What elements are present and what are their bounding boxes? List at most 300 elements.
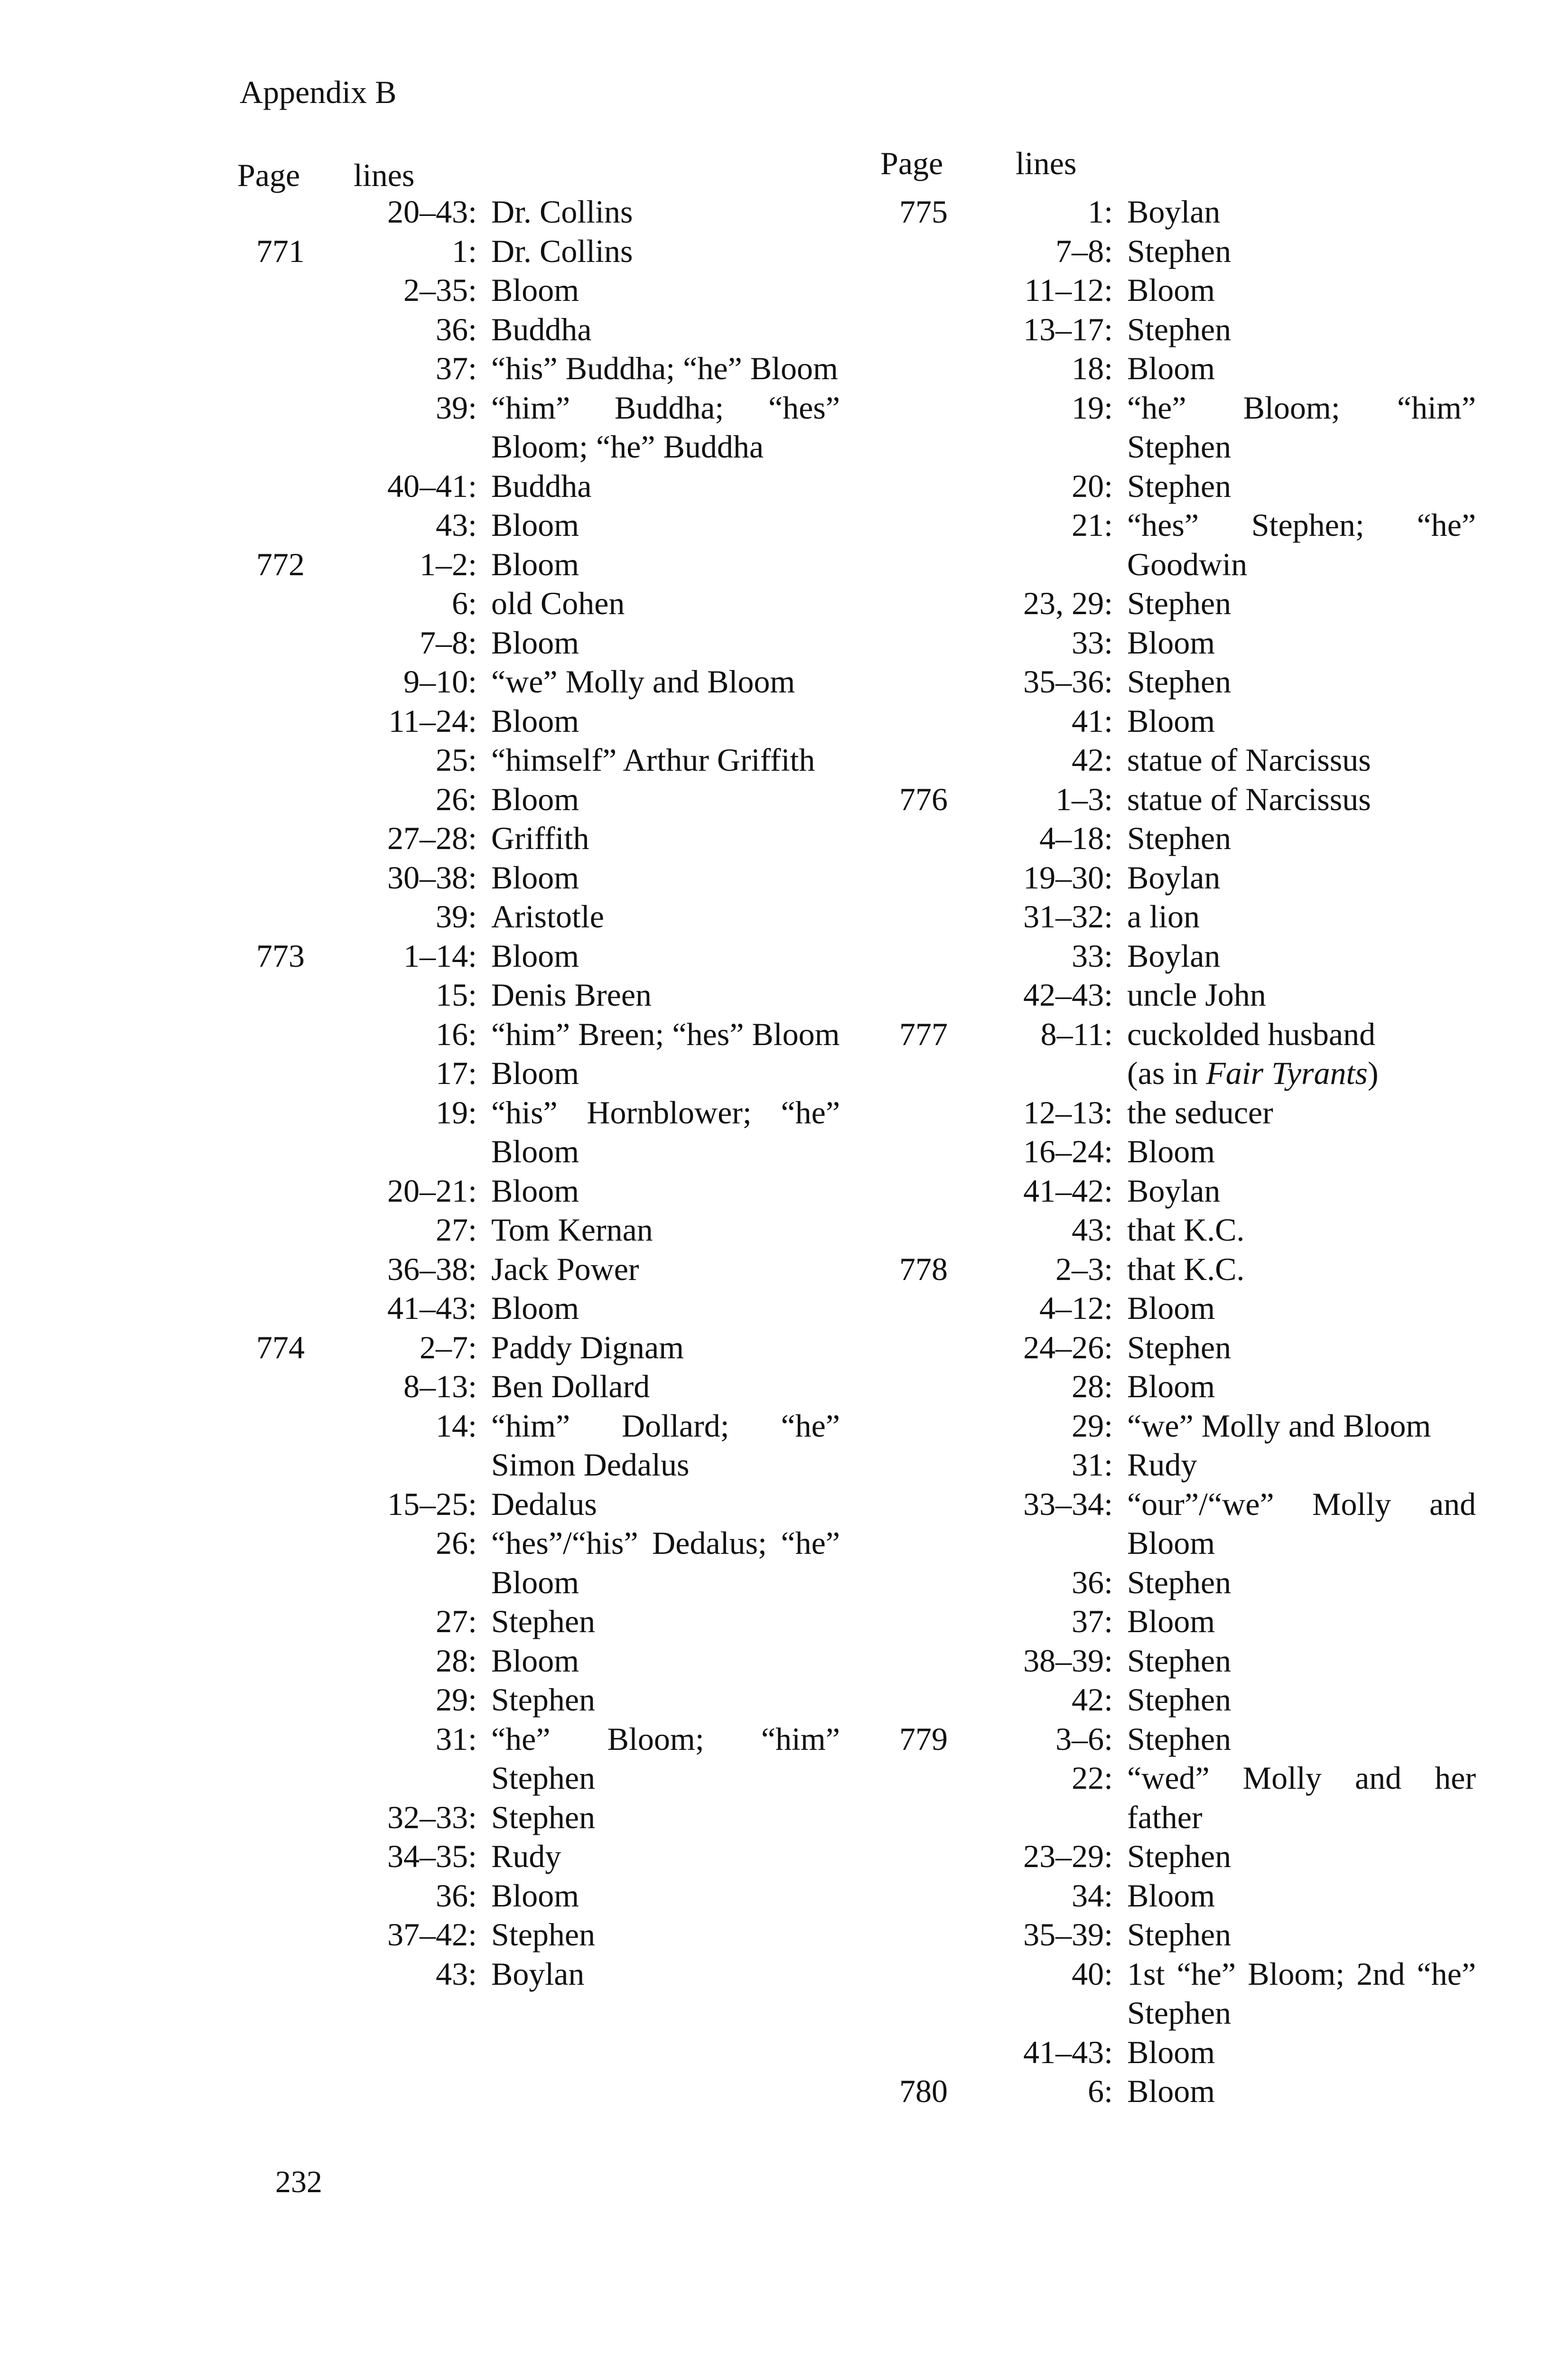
entry-line-range: 22: [1072, 1760, 1113, 1796]
entry-line-range: 43: [1072, 1212, 1113, 1248]
entry-referent [1127, 388, 1476, 467]
entry-referent-text: Dr. Collins [491, 233, 633, 269]
entry-referent-text: Bloom [1127, 2073, 1215, 2109]
entry-referent [1127, 780, 1476, 819]
entry-referent [1127, 584, 1476, 623]
entry-referent-text: Boylan [1127, 1172, 1221, 1209]
entry-referent-text: “he” Bloom; “him” Stephen [491, 1720, 840, 1796]
index-entry [880, 349, 1497, 388]
entry-referent [491, 1250, 840, 1289]
entry-referent [1127, 1837, 1476, 1876]
entry-line-range: 33–34: [1023, 1485, 1113, 1522]
entry-referent-text: Bloom [1127, 702, 1215, 739]
index-entry [880, 623, 1497, 663]
index-entry [880, 1406, 1497, 1446]
entry-line-range: 42: [1072, 742, 1113, 778]
entry-line-range: 41–42: [1023, 1172, 1113, 1209]
index-column-right [880, 145, 1497, 2111]
entry-referent-text: Ben Dollard [491, 1368, 650, 1404]
entry-line-range: 37: [1072, 1603, 1113, 1639]
entry-referent [491, 1054, 840, 1093]
index-entry [237, 1641, 854, 1681]
lines-column-label: lines [1016, 145, 1077, 181]
entry-referent-text: Bloom [491, 937, 579, 974]
index-entry [880, 505, 1497, 584]
entry-line-range: 36: [1072, 1564, 1113, 1600]
entry-referent [1127, 1954, 1476, 2033]
entry-page-number: 772 [256, 546, 305, 582]
entry-referent [491, 740, 840, 780]
entry-referent [491, 505, 840, 545]
entry-referent [491, 1719, 840, 1798]
entry-referent [1127, 467, 1476, 506]
entry-referent-title: Fair Tyrants [1206, 1055, 1368, 1091]
index-entry [237, 1171, 854, 1211]
entry-referent-text: Rudy [1127, 1447, 1197, 1483]
entry-page-number: 779 [899, 1720, 948, 1757]
index-entry [237, 701, 854, 741]
entry-line-range: 41–43: [387, 1290, 477, 1326]
entry-referent-text: Boylan [491, 1955, 585, 1992]
entry-line-range: 29: [436, 1682, 477, 1718]
index-entry [880, 780, 1497, 819]
entry-line-range: 20–43: [387, 194, 477, 230]
entry-referent [1127, 819, 1476, 858]
entry-referent-text: Bloom [491, 859, 579, 896]
entry-line-range: 38–39: [1023, 1642, 1113, 1679]
entry-line-range: 37: [436, 350, 477, 386]
entry-referent [1127, 1210, 1476, 1250]
entry-line-range: 28: [436, 1642, 477, 1679]
entry-page-number: 776 [899, 781, 948, 817]
entry-referent-text: “him” Dollard; “he” Simon Dedalus [491, 1407, 840, 1483]
entry-referent-text: that K.C. [1127, 1212, 1245, 1248]
entry-line-range: 26: [436, 781, 477, 817]
index-entry [880, 1758, 1497, 1837]
index-entry [880, 310, 1497, 349]
entry-referent [491, 701, 840, 741]
index-entry [880, 1367, 1497, 1406]
entry-line-range: 42: [1072, 1682, 1113, 1718]
entry-referent [491, 349, 840, 388]
entry-referent-text: “him” Breen; “hes” Bloom [491, 1016, 840, 1052]
entry-referent-text: Bloom [1127, 272, 1215, 308]
index-entry [237, 1680, 854, 1719]
index-entry [237, 505, 854, 545]
entry-line-range: 1–14: [403, 937, 477, 974]
index-entry [880, 1641, 1497, 1681]
entry-referent [491, 1602, 840, 1641]
index-entry [237, 584, 854, 623]
index-entry [237, 1915, 854, 1954]
entry-line-range: 8–13: [403, 1368, 477, 1404]
entry-referent-text: Paddy Dignam [491, 1329, 684, 1365]
entry-line-range: 25: [436, 742, 477, 778]
entry-line-range: 14: [436, 1407, 477, 1444]
entry-line-range: 15: [436, 977, 477, 1013]
entry-line-range: 33: [1072, 937, 1113, 974]
index-entry [237, 662, 854, 701]
entry-referent-text: Bloom [491, 507, 579, 543]
entry-line-range: 40–41: [387, 467, 477, 504]
entry-referent [491, 1798, 840, 1837]
index-rows [880, 192, 1497, 2111]
entry-referent-text: Stephen [1127, 1838, 1232, 1874]
entry-referent-note-end: ) [1367, 1055, 1379, 1091]
entry-referent-text: Bloom [491, 272, 579, 308]
entry-referent [1127, 1328, 1476, 1367]
entry-referent-text: “hes”/“his” Dedalus; “he” Bloom [491, 1525, 840, 1600]
entry-referent-text: a lion [1127, 898, 1200, 934]
lines-column-label: lines [354, 157, 415, 193]
entry-line-range: 13–17: [1023, 311, 1113, 347]
entry-line-range: 31–32: [1023, 898, 1113, 934]
entry-referent [1127, 1641, 1476, 1681]
index-entry [237, 1250, 854, 1289]
entry-line-range: 16–24: [1023, 1133, 1113, 1169]
index-entry [237, 780, 854, 819]
entry-line-range: 29: [1072, 1407, 1113, 1444]
entry-line-range: 2–3: [1055, 1251, 1113, 1287]
entry-referent-text: Buddha [491, 467, 592, 504]
entry-referent-text: Bloom [1127, 1133, 1215, 1169]
index-entry [880, 1915, 1497, 1954]
entry-referent-text: Bloom [491, 781, 579, 817]
entry-referent [491, 1680, 840, 1719]
entry-line-range: 34–35: [387, 1838, 477, 1874]
entry-referent [491, 662, 840, 701]
index-entry [880, 1250, 1497, 1289]
index-entry [237, 1798, 854, 1837]
entry-line-range: 7–8: [420, 624, 477, 661]
entry-referent-text: statue of Narcissus [1127, 742, 1371, 778]
entry-referent-text: Bloom [1127, 350, 1215, 386]
entry-referent [1127, 701, 1476, 741]
entry-referent [1127, 1563, 1476, 1602]
entry-referent-text: Boylan [1127, 194, 1221, 230]
entry-referent [1127, 936, 1476, 976]
entry-referent [491, 310, 840, 349]
entry-line-range: 7–8: [1055, 233, 1113, 269]
entry-referent-text: “hes” Stephen; “he” Goodwin [1127, 507, 1476, 582]
entry-referent-text: Boylan [1127, 937, 1221, 974]
index-entry [880, 467, 1497, 506]
entry-referent-text: old Cohen [491, 585, 625, 621]
entry-referent-text: the seducer [1127, 1094, 1273, 1130]
entry-referent [491, 1876, 840, 1915]
entry-line-range: 15–25: [387, 1485, 477, 1522]
index-entry [880, 701, 1497, 741]
index-entry [880, 1485, 1497, 1563]
entry-referent-text: that K.C. [1127, 1251, 1245, 1287]
entry-line-range: 32–33: [387, 1799, 477, 1835]
entry-referent-text: 1st “he” Bloom; 2nd “he” Stephen [1127, 1955, 1476, 2031]
entry-referent [491, 232, 840, 271]
entry-line-range: 40: [1072, 1955, 1113, 1992]
index-entry [880, 662, 1497, 701]
entry-referent [1127, 1485, 1476, 1563]
page-column-label: Page [880, 145, 943, 181]
entry-referent [491, 1523, 840, 1602]
entry-referent [491, 1837, 840, 1876]
entry-line-range: 31: [1072, 1447, 1113, 1483]
entry-line-range: 11–12: [1024, 272, 1113, 308]
entry-page-number: 771 [256, 233, 305, 269]
entry-referent-text: Bloom [491, 1290, 579, 1326]
entry-line-range: 36–38: [387, 1251, 477, 1287]
entry-line-range: 27: [436, 1212, 477, 1248]
index-entry [237, 1367, 854, 1406]
entry-line-range: 6: [452, 585, 477, 621]
entry-referent [1127, 662, 1476, 701]
entry-referent-text: Stephen [1127, 1682, 1232, 1718]
entry-line-range: 27–28: [387, 820, 477, 856]
entry-referent-text: Stephen [1127, 1720, 1232, 1757]
entry-referent [491, 1093, 840, 1171]
entry-line-range: 16: [436, 1016, 477, 1052]
entry-referent [491, 545, 840, 584]
entry-referent [491, 584, 840, 623]
entry-referent [491, 388, 840, 467]
index-entry [237, 310, 854, 349]
entry-referent [1127, 1915, 1476, 1954]
entry-referent [491, 1915, 840, 1954]
entry-referent-text: Bloom [1127, 1290, 1215, 1326]
entry-line-range: 4–12: [1039, 1290, 1113, 1326]
entry-referent-text: Denis Breen [491, 977, 652, 1013]
entry-referent [1127, 897, 1476, 936]
index-entry [880, 858, 1497, 897]
entry-referent [1127, 1132, 1476, 1171]
entry-referent [1127, 1289, 1476, 1328]
entry-referent-text: Buddha [491, 311, 592, 347]
index-entry [237, 1093, 854, 1171]
entry-referent-text: Stephen [491, 1603, 596, 1639]
page-column-label: Page [237, 157, 300, 193]
entry-referent-text: “his” Buddha; “he” Bloom [491, 350, 838, 386]
entry-referent [491, 1015, 840, 1054]
entry-line-range: 43: [436, 1955, 477, 1992]
entry-referent-note: (as in [1127, 1055, 1206, 1091]
entry-referent [1127, 349, 1476, 388]
entry-line-range: 41–43: [1023, 2034, 1113, 2070]
entry-referent-text: Stephen [1127, 585, 1232, 621]
entry-referent-text: Bloom [491, 546, 579, 582]
page-number: 232 [275, 2165, 322, 2199]
index-entry [237, 545, 854, 584]
entry-referent [1127, 1250, 1476, 1289]
entry-line-range: 8–11: [1040, 1016, 1113, 1052]
index-entry [880, 975, 1497, 1015]
index-entry [880, 584, 1497, 623]
entry-referent [1127, 1445, 1476, 1485]
index-rows [237, 192, 854, 1993]
index-entry [880, 2033, 1497, 2072]
index-entry [880, 2072, 1497, 2111]
entry-referent [491, 467, 840, 506]
index-entry [237, 467, 854, 506]
index-entry [237, 1954, 854, 1994]
entry-line-range: 36: [436, 1877, 477, 1914]
index-entry [237, 232, 854, 271]
entry-line-range: 39: [436, 898, 477, 934]
entry-line-range: 17: [436, 1055, 477, 1091]
entry-line-range: 30–38: [387, 859, 477, 896]
entry-referent [491, 858, 840, 897]
entry-line-range: 36: [436, 311, 477, 347]
entry-line-range: 23, 29: [1023, 585, 1113, 621]
entry-line-range: 18: [1072, 350, 1113, 386]
entry-referent [1127, 623, 1476, 663]
entry-line-range: 2–7: [420, 1329, 477, 1365]
entry-referent-text: Rudy [491, 1838, 561, 1874]
entry-line-range: 12–13: [1023, 1094, 1113, 1130]
entry-referent [1127, 310, 1476, 349]
entry-line-range: 35–36: [1023, 663, 1113, 700]
index-entry [237, 1602, 854, 1641]
entry-line-range: 20–21: [387, 1172, 477, 1209]
index-entry [237, 858, 854, 897]
index-entry [237, 1837, 854, 1876]
index-entry [880, 1093, 1497, 1132]
index-entry [880, 1171, 1497, 1211]
entry-referent [491, 623, 840, 663]
index-entry [237, 1054, 854, 1093]
index-entry [880, 1563, 1497, 1602]
entry-referent-text: statue of Narcissus [1127, 781, 1371, 817]
entry-line-range: 1: [452, 233, 477, 269]
index-entry [880, 388, 1497, 467]
index-entry [880, 271, 1497, 310]
entry-referent [491, 936, 840, 976]
index-entry [237, 740, 854, 780]
index-entry [237, 349, 854, 388]
entry-referent [491, 1485, 840, 1524]
entry-referent [491, 271, 840, 310]
entry-line-range: 37–42: [387, 1916, 477, 1953]
entry-line-range: 39: [436, 389, 477, 426]
entry-line-range: 31: [436, 1720, 477, 1757]
column-header [237, 157, 854, 192]
entry-referent [1127, 1680, 1476, 1719]
entry-page-number: 775 [899, 194, 948, 230]
entry-referent-text: “wed” Molly and her father [1127, 1760, 1476, 1835]
entry-referent [1127, 858, 1476, 897]
index-column-left [237, 157, 854, 1993]
index-entry [880, 1210, 1497, 1250]
entry-page-number: 778 [899, 1251, 948, 1287]
entry-referent-text: cuckolded husband [1127, 1016, 1376, 1052]
index-entry [880, 1719, 1497, 1759]
entry-referent [491, 1954, 840, 1994]
index-entry [237, 1523, 854, 1602]
entry-referent [491, 975, 840, 1015]
entry-referent-text: Stephen [1127, 820, 1232, 856]
entry-line-range: 3–6: [1055, 1720, 1113, 1757]
entry-line-range: 41: [1072, 702, 1113, 739]
entry-referent-text: “we” Molly and Bloom [1127, 1407, 1431, 1444]
entry-referent-text: Stephen [491, 1799, 596, 1835]
index-entry [880, 1837, 1497, 1876]
index-entry [880, 819, 1497, 858]
entry-line-range: 27: [436, 1603, 477, 1639]
entry-referent [1127, 1876, 1476, 1915]
entry-referent [491, 1406, 840, 1485]
entry-referent-text: Bloom [491, 1877, 579, 1914]
index-entry [237, 271, 854, 310]
index-entry [880, 1876, 1497, 1915]
entry-referent [1127, 1015, 1476, 1093]
entry-referent [491, 192, 840, 232]
entry-page-number: 777 [899, 1016, 948, 1052]
entry-referent [1127, 1406, 1476, 1446]
entry-page-number: 773 [256, 937, 305, 974]
entry-referent-text: Dr. Collins [491, 194, 633, 230]
entry-referent [1127, 975, 1476, 1015]
entry-referent [1127, 2072, 1476, 2111]
column-header [880, 145, 1497, 192]
entry-line-range: 21: [1072, 507, 1113, 543]
entry-referent [491, 1289, 840, 1328]
entry-line-range: 1–2: [420, 546, 477, 582]
entry-referent-text: Jack Power [491, 1251, 639, 1287]
index-entry [880, 1680, 1497, 1719]
entry-referent-text: Tom Kernan [491, 1212, 653, 1248]
index-entry [237, 1289, 854, 1328]
index-entry [237, 936, 854, 976]
index-entry [880, 232, 1497, 271]
entry-line-range: 24–26: [1023, 1329, 1113, 1365]
entry-line-range: 19: [436, 1094, 477, 1130]
entry-line-range: 26: [436, 1525, 477, 1561]
page-header: Appendix B [240, 74, 397, 110]
entry-referent [1127, 1093, 1476, 1132]
index-entry [880, 897, 1497, 936]
entry-referent [1127, 271, 1476, 310]
entry-referent-text: Stephen [491, 1916, 596, 1953]
entry-referent [491, 897, 840, 936]
entry-line-range: 1: [1088, 194, 1113, 230]
entry-line-range: 11–24: [388, 702, 477, 739]
entry-line-range: 20: [1072, 467, 1113, 504]
entry-referent [1127, 505, 1476, 584]
entry-referent-text: “his” Hornblower; “he” Bloom [491, 1094, 840, 1169]
entry-line-range: 35–39: [1023, 1916, 1113, 1953]
index-entry [880, 1602, 1497, 1641]
entry-referent [1127, 740, 1476, 780]
entry-referent [1127, 192, 1476, 232]
entry-referent-text: Bloom [491, 1172, 579, 1209]
entry-page-number: 780 [899, 2073, 948, 2109]
entry-referent-text: “himself” Arthur Griffith [491, 742, 815, 778]
index-entry [880, 1445, 1497, 1485]
entry-line-range: 9–10: [403, 663, 477, 700]
index-entry [237, 819, 854, 858]
entry-line-range: 19: [1072, 389, 1113, 426]
entry-referent [1127, 2033, 1476, 2072]
entry-referent-text: Dedalus [491, 1485, 597, 1522]
entry-referent-text: Bloom [491, 1055, 579, 1091]
entry-referent-text: Bloom [491, 702, 579, 739]
entry-referent-text: “our”/“we” Molly and Bloom [1127, 1485, 1476, 1561]
entry-line-range: 43: [436, 507, 477, 543]
entry-referent-text: Stephen [1127, 1642, 1232, 1679]
index-entry [237, 1015, 854, 1054]
entry-referent [1127, 1171, 1476, 1211]
index-entry [237, 1210, 854, 1250]
entry-page-number: 774 [256, 1329, 305, 1365]
entry-referent [491, 1641, 840, 1681]
